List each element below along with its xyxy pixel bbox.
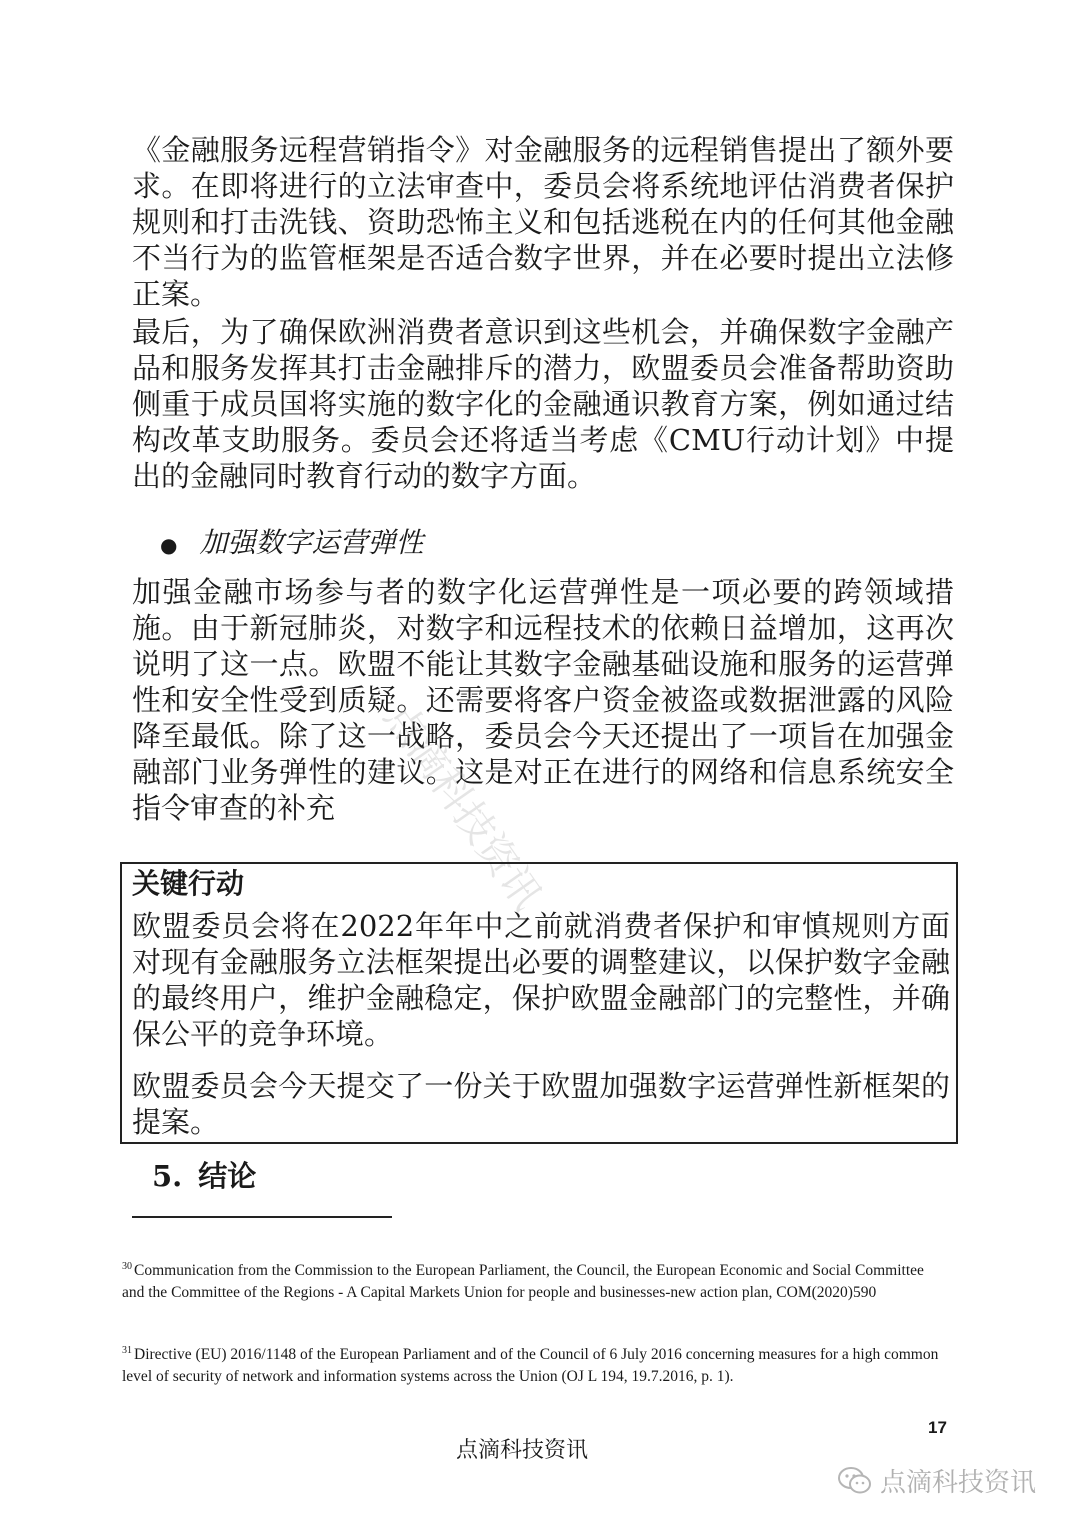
footnote-31 — [122, 1340, 948, 1388]
footnote-number: 31 — [122, 1345, 132, 1356]
footnote-text: Directive (EU) 2016/1148 of the European Parliament and of the Council of 6 July 2016 concerning measures for a high common level of security of network and information systems across the Union (OJ L 194, 19.7.2016, p. 1). — [122, 1346, 939, 1385]
key-actions-title: 关键行动 — [132, 867, 245, 900]
footnote-30 — [122, 1256, 948, 1304]
key-actions-paragraph-2: 欧盟委员会今天提交了一份关于欧盟加强数字运营弹性新框架的提案。 — [132, 1069, 950, 1139]
body-paragraph-3: 加强金融市场参与者的数字化运营弹性是一项必要的跨领域措施。由于新冠肺炎，对数字和远程技术的依赖日益增加，这再次说明了这一点。欧盟不能让其数字金融基础设施和服务的运营弹性和安全性受到质疑。还需要将客户资金被盗或数据泄露的风险降至最低。除了这一战略，委员会今天还提出了一项旨在加强金融部门业务弹性的建议。这是对正在进行的网络和信息系统安全指令审查的补充 — [132, 575, 954, 825]
key-actions-paragraph-1: 欧盟委员会将在2022年年中之前就消费者保护和审慎规则方面对现有金融服务立法框架提出必要的调整建议，以保护数字金融的最终用户，维护金融稳定，保护欧盟金融部门的完整性，并确保公平的竞争环境。 — [132, 909, 950, 1051]
body-paragraph-1: 《金融服务远程营销指令》对金融服务的远程销售提出了额外要求。在即将进行的立法审查中，委员会将系统地评估消费者保护规则和打击洗钱、资助恐怖主义和包括逃税在内的任何其他金融不当行为的监管框架是否适合数字世界，并在必要时提出立法修正案。 — [132, 133, 954, 311]
bullet-heading-text: 加强数字运营弹性 — [199, 526, 424, 559]
section-heading — [152, 1156, 256, 1196]
footnote-divider — [132, 1216, 392, 1218]
wechat-icon — [838, 1467, 872, 1495]
body-paragraph-2: 最后，为了确保欧洲消费者意识到这些机会，并确保数字金融产品和服务发挥其打击金融排斥的潜力，欧盟委员会准备帮助资助侧重于成员国将实施的数字化的金融通识教育方案，例如通过结构改革支助服务。委员会还将适当考虑《CMU行动计划》中提出的金融同时教育行动的数字方面。 — [132, 315, 954, 493]
bullet-heading — [160, 525, 423, 563]
footnote-text: Communication from the Commission to the European Parliament, the Council, the European Economic and Social Committee and the Committee of the Regions - A Capital Markets Union for people and businesses-new action plan, COM(2020)590 — [122, 1262, 924, 1301]
wechat-watermark — [838, 1462, 1036, 1499]
page-footer: 点滴科技资讯 — [456, 1438, 589, 1463]
footnote-number: 30 — [122, 1261, 132, 1272]
section-number: 5. — [152, 1159, 183, 1193]
watermark-text: 点滴科技资讯 — [374, 695, 551, 919]
key-actions-box — [120, 862, 958, 1144]
wechat-account-name: 点滴科技资讯 — [880, 1468, 1037, 1498]
bullet-icon: ● — [160, 532, 178, 557]
page-number: 17 — [928, 1418, 947, 1437]
section-title: 结论 — [198, 1159, 257, 1193]
